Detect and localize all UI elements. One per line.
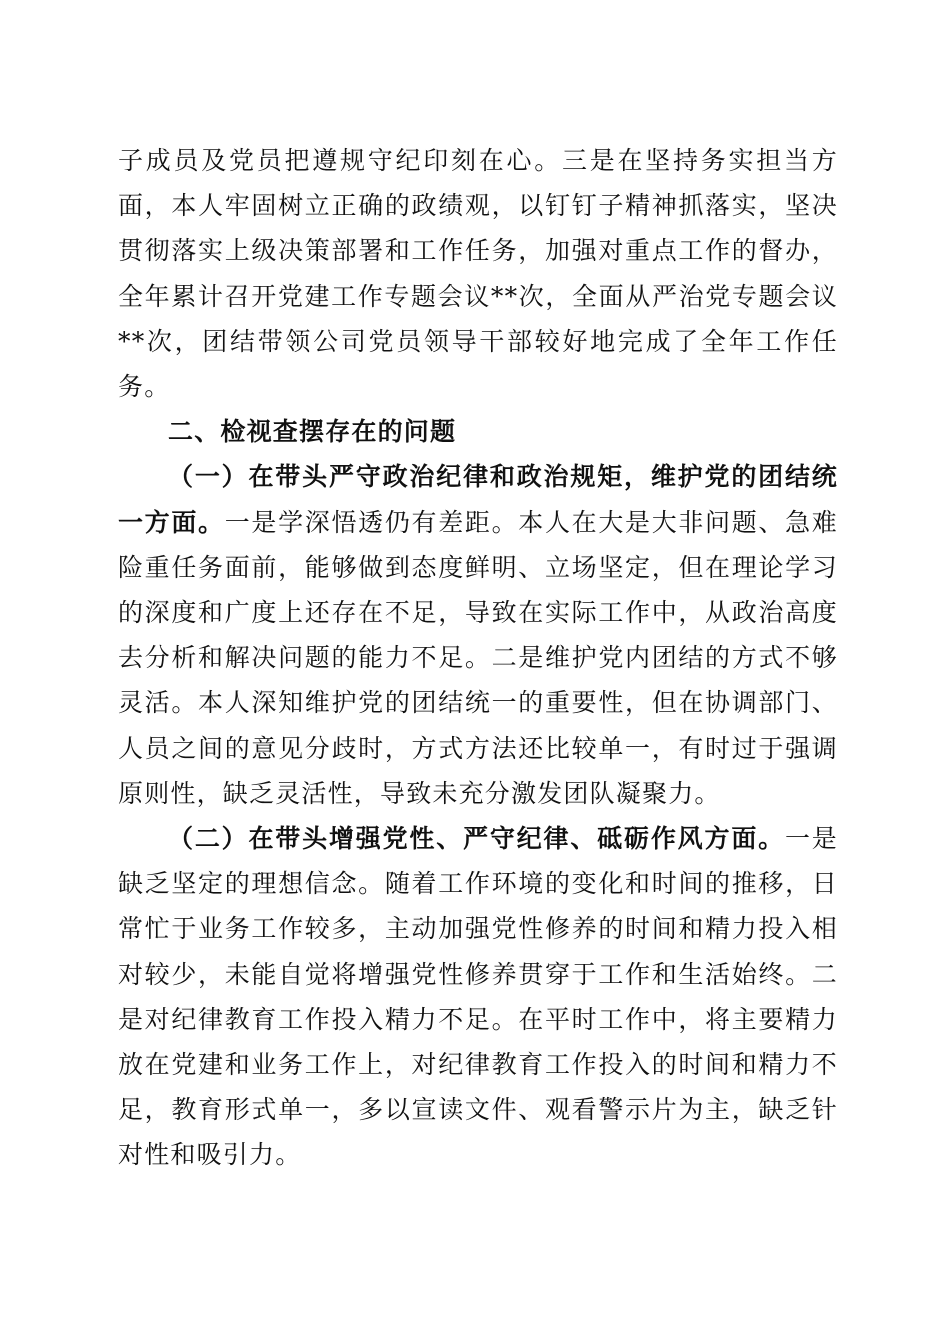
paragraph-continued: 子成员及党员把遵规守纪印刻在心。三是在坚持务实担当方面，本人牢固树立正确的政绩观，以钉钉子精神抓落实，坚决贯彻落实上级决策部署和工作任务，加强对重点工作的督办，全年累计召开党建工作专题会议**次，全面从严治党专题会议**次，团结带领公司党员领导干部较好地完成了全年工作任务。: [118, 146, 838, 402]
document-body: [118, 138, 838, 1178]
subsection-title-1: （一）在带头严守政治纪律和政治规矩，维护党的团结统一方面。: [118, 462, 838, 537]
section-heading: 二、检视查摆存在的问题: [168, 417, 457, 447]
subsection-title-2: （二）在带头增强党性、严守纪律、砥砺作风方面。: [168, 824, 785, 854]
subsection-paragraph-1: [118, 454, 838, 816]
subsection-body-2: 一是缺乏坚定的理想信念。随着工作环境的变化和时间的推移，日常忙于业务工作较多，主动加强党性修养的时间和精力投入相对较少，未能自觉将增强党性修养贯穿于工作和生活始终。二是对纪律教育工作投入精力不足。在平时工作中，将主要精力放在党建和业务工作上，对纪律教育工作投入的时间和精力不足，教育形式单一，多以宣读文件、观看警示片为主，缺乏针对性和吸引力。: [118, 824, 838, 1170]
subsection-body-1: 一是学深悟透仍有差距。本人在大是大非问题、急难险重任务面前，能够做到态度鲜明、立场坚定，但在理论学习的深度和广度上还存在不足，导致在实际工作中，从政治高度去分析和解决问题的能力不足。二是维护党内团结的方式不够灵活。本人深知维护党的团结统一的重要性，但在协调部门、人员之间的意见分歧时，方式方法还比较单一，有时过于强调原则性，缺乏灵活性，导致未充分激发团队凝聚力。: [118, 507, 838, 808]
subsection-paragraph-2: [118, 816, 838, 1178]
